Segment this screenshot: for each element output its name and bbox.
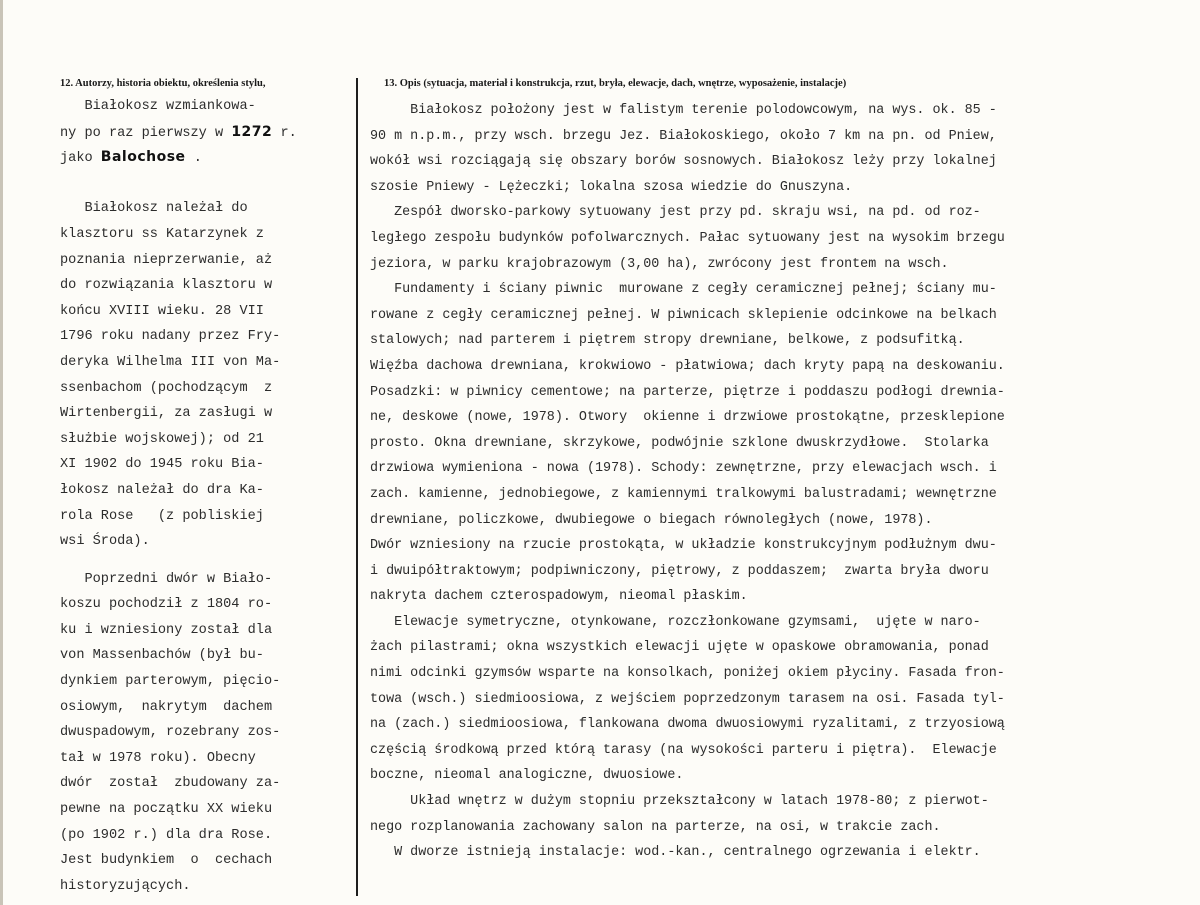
description-line: Więźba dachowa drewniana, krokwiowo - płatwiowa; dach kryty papą na deskowaniu. [370, 358, 1005, 374]
description-line: częścią środkową przed którą tarasy (na wysokości parteru i piętra). Elewacje [370, 742, 997, 758]
description-line: W dworze istnieją instalacje: wod.-kan., centralnego ogrzewania i elektr. [370, 845, 981, 861]
description-line: drewniane, policzkowe, dwubiegowe o biegach równoległych (nowe, 1978). [370, 512, 933, 528]
history-line: Wirtenbergii, za zasługi w [60, 406, 273, 422]
description-line: i dwuipółtraktowym; podpiwniczony, piętrowy, z poddaszem; zwarta bryła dworu [370, 563, 989, 579]
history-line [60, 120, 350, 146]
section-heading-history: 12. Autorzy, historia obiektu, określenia stylu, [60, 78, 266, 89]
history-line: ku i wzniesiony został dla [60, 622, 273, 638]
description-line: Dwór wzniesiony na rzucie prostokąta, w układzie konstrukcyjnym podłużnym dwu- [370, 538, 997, 554]
history-line: rola Rose (z pobliskiej [60, 508, 264, 524]
description-line: stalowych; nad parterem i piętrem stropy drewniane, belkowe, z podsufitką. [370, 333, 965, 349]
description-line: Elewacje symetryczne, otynkowane, rozczłonkowane gzymsami, ujęte w naro- [370, 614, 981, 630]
description-column [370, 98, 1190, 866]
history-text: . [185, 151, 202, 167]
history-column [60, 94, 350, 899]
history-line: (po 1902 r.) dla dra Rose. [60, 827, 273, 843]
paragraph-gap [60, 171, 350, 197]
description-line: ległego zespołu budynków pofolwarcznych. Pałac sytuowany jest na wysokim brzegu [370, 230, 1005, 246]
history-line: dwuspadowym, rozebrany zos- [60, 725, 281, 741]
history-line: łokosz należał do dra Ka- [60, 482, 264, 498]
description-line: prosto. Okna drewniane, skrzykowe, podwójnie szklone dwuskrzydłowe. Stolarka [370, 435, 989, 451]
description-line: nego rozplanowania zachowany salon na parterze, na osi, w trakcie zach. [370, 819, 941, 835]
handwritten-year: 1272 [231, 123, 273, 140]
history-line: do rozwiązania klasztoru w [60, 278, 273, 294]
description-line: Fundamenty i ściany piwnic murowane z cegły ceramicznej pełnej; ściany mu- [370, 282, 997, 298]
description-line: boczne, nieomal analogiczne, dwuosiowe. [370, 768, 684, 784]
history-line: końcu XVIII wieku. 28 VII [60, 303, 264, 319]
description-line: nakryta dachem czterospadowym, nieomal płaskim. [370, 589, 748, 605]
description-text [370, 98, 1190, 866]
history-text: jako [60, 151, 101, 167]
history-line: dwór został zbudowany za- [60, 776, 281, 792]
history-line [60, 145, 350, 171]
description-line: rowane z cegły ceramicznej pełnej. W piwnicach sklepienie odcinkowe na belkach [370, 307, 997, 323]
history-line: deryka Wilhelma III von Ma- [60, 354, 281, 370]
history-line: służbie wojskowej); od 21 [60, 431, 264, 447]
history-line: Białokosz należał do [60, 201, 248, 217]
history-text: ny po raz pierwszy w [60, 125, 232, 141]
history-line: 1796 roku nadany przez Fry- [60, 329, 281, 345]
paragraph-gap [60, 555, 350, 567]
history-line: osiowym, nakrytym dachem [60, 699, 273, 715]
section-heading-description: 13. Opis (sytuacja, materiał i konstrukcja, rzut, bryła, elewacje, dach, wnętrze, wyposażenie, instalacje) [384, 78, 847, 89]
history-line: Poprzedni dwór w Biało- [60, 571, 273, 587]
description-line: nimi odcinki gzymsów wsparte na konsolkach, poniżej okiem płyciny. Fasada fron- [370, 666, 1005, 682]
column-divider [356, 78, 358, 896]
history-line: XI 1902 do 1945 roku Bia- [60, 457, 264, 473]
description-line: szosie Pniewy - Lężeczki; lokalna szosa wiedzie do Gnuszyna. [370, 179, 853, 195]
description-line: Posadzki: w piwnicy cementowe; na parterze, piętrze i poddaszu podłogi drewnia- [370, 384, 1005, 400]
handwritten-name: Balochose [100, 149, 186, 166]
history-paragraph-manor [60, 567, 350, 900]
description-line: towa (wsch.) siedmioosiowa, z wejściem poprzedzonym tarasem na osi. Fasada tyl- [370, 691, 1005, 707]
description-line: Układ wnętrz w dużym stopniu przekształcony w latach 1978-80; z pierwot- [370, 794, 989, 810]
history-line: wsi Środa). [60, 534, 150, 550]
description-line: żach pilastrami; okna wszystkich elewacji ujęte w opaskowe obramowania, ponad [370, 640, 989, 656]
history-line: koszu pochodził z 1804 ro- [60, 597, 273, 613]
history-line: Jest budynkiem o cechach [60, 853, 273, 869]
description-line: wokół wsi rozciągają się obszary borów sosnowych. Białokosz leży przy lokalnej [370, 154, 997, 170]
history-paragraph-ownership [60, 196, 350, 554]
description-line: zach. kamienne, jednobiegowe, z kamiennymi tralkowymi balustradami; wewnętrzne [370, 486, 997, 502]
history-line: ssenbachom (pochodzącym z [60, 380, 273, 396]
description-line: ne, deskowe (nowe, 1978). Otwory okienne i drzwiowe prostokątne, przesklepione [370, 410, 1005, 426]
history-line: klasztoru ss Katarzynek z [60, 226, 264, 242]
history-line: tał w 1978 roku). Obecny [60, 750, 256, 766]
history-text: r. [272, 125, 297, 141]
description-line: jeziora, w parku krajobrazowym (3,00 ha), zwrócony jest frontem na wsch. [370, 256, 949, 272]
history-line: von Massenbachów (był bu- [60, 648, 264, 664]
history-line: historyzujących. [60, 878, 191, 894]
description-line: Białokosz położony jest w falistym terenie polodowcowym, na wys. ok. 85 - [370, 103, 997, 118]
history-line: poznania nieprzerwanie, aż [60, 252, 273, 268]
description-line: Zespół dworsko-parkowy sytuowany jest przy pd. skraju wsi, na pd. od roz- [370, 205, 981, 221]
page-edge [0, 0, 3, 905]
history-line: dynkiem parterowym, pięcio- [60, 674, 281, 690]
description-line: na (zach.) siedmioosiowa, flankowana dwoma dwuosiowymi ryzalitami, z trzyosiową [370, 717, 1005, 733]
history-line: Białokosz wzmiankowa- [60, 99, 256, 114]
history-line: pewne na początku XX wieku [60, 802, 273, 818]
description-line: drzwiowa wymieniona - nowa (1978). Schody: zewnętrzne, przy elewacjach wsch. i [370, 461, 997, 477]
description-line: 90 m n.p.m., przy wsch. brzegu Jez. Białokoskiego, około 7 km na pn. od Pniew, [370, 128, 997, 144]
